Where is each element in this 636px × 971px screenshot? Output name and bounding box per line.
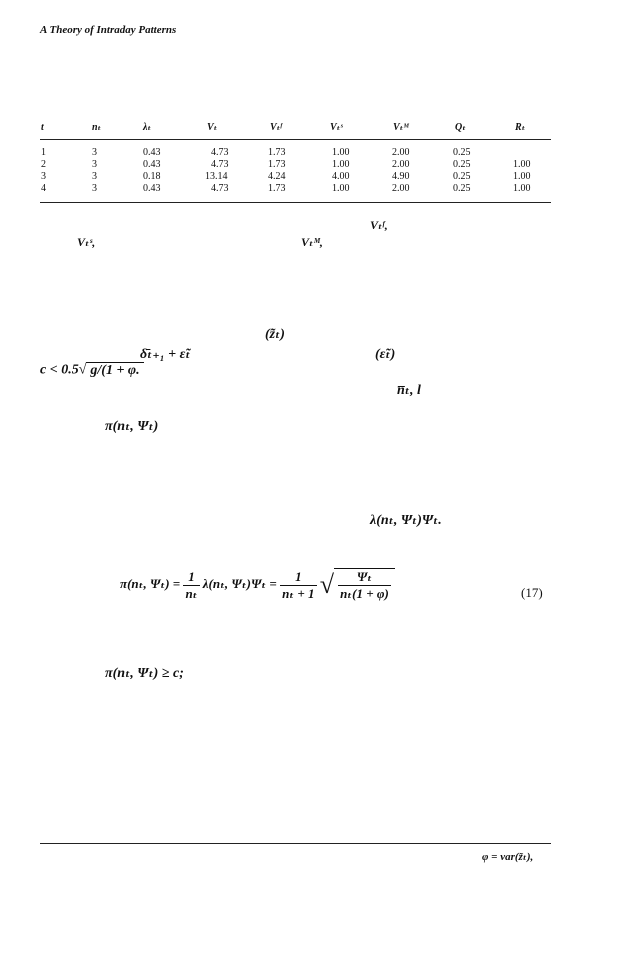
sqrt-icon: √ — [319, 570, 335, 599]
eq-rad-den: nₜ(1 + φ) — [340, 586, 389, 601]
eq-frac-one-over-n-plus-one — [280, 569, 316, 602]
math-eps: (ε̃ₜ) — [375, 347, 396, 362]
table-cell: 1.00 — [513, 159, 531, 170]
table-cell: 3 — [92, 171, 97, 182]
eq-frac2-den: nₜ + 1 — [282, 585, 315, 601]
math-c-inequality-left: c < 0.5 — [40, 362, 79, 378]
math-pi-ge-c: π(nₜ, Ψₜ) ≥ c; — [105, 666, 184, 681]
table-cell: 0.43 — [143, 147, 161, 158]
table-cell: 0.43 — [143, 159, 161, 170]
eq-frac-one-over-n — [183, 569, 199, 602]
math-z-tilde: (z̃ₜ) — [265, 327, 285, 342]
table-header-vf: Vₜᶠ — [270, 122, 283, 133]
math-c-inequality-radicand: g/(1 + φ. — [86, 362, 143, 379]
math-vts: Vₜˢ, — [77, 235, 96, 249]
running-head: A Theory of Intraday Patterns — [40, 24, 177, 36]
eq-rad-num: Ψₜ — [356, 569, 373, 584]
footnote-phi-def: φ = var(z̃ₜ), — [482, 851, 534, 863]
eq-lhs: π(nₜ, Ψₜ) = — [120, 575, 184, 591]
math-vtf: Vₜᶠ, — [370, 218, 388, 232]
table-cell: 1.00 — [513, 171, 531, 182]
sqrt-icon: √ — [78, 362, 87, 378]
table-cell: 3 — [92, 183, 97, 194]
table-cell: 2.00 — [392, 159, 410, 170]
table-header-n: nₜ — [92, 122, 102, 133]
table-cell: 4.73 — [211, 183, 229, 194]
eq-frac2-num: 1 — [295, 568, 302, 584]
table-cell: 4.73 — [211, 159, 229, 170]
table-cell: 13.14 — [205, 171, 228, 182]
table-cell: 0.25 — [453, 159, 471, 170]
table-cell: 1 — [41, 147, 46, 158]
equation-number: (17) — [521, 585, 543, 600]
table-cell: 4.00 — [332, 171, 350, 182]
eq-frac-den: nₜ — [185, 585, 198, 601]
table-cell: 4.24 — [268, 171, 286, 182]
table-header-v: Vₜ — [207, 122, 218, 133]
table-cell: 1.00 — [332, 147, 350, 158]
table-header-t: t — [41, 122, 44, 133]
table-cell: 1.73 — [268, 147, 286, 158]
table-header-vs: Vₜˢ — [330, 122, 343, 133]
table-cell: 0.43 — [143, 183, 161, 194]
eq-radicand — [334, 568, 395, 602]
table-cell: 1.00 — [332, 183, 350, 194]
table-header-r: Rₜ — [515, 122, 526, 133]
table-cell: 4 — [41, 183, 46, 194]
math-n-bar: n̅ₜ, l — [397, 383, 421, 398]
table-cell: 0.25 — [453, 183, 471, 194]
table-cell: 1.73 — [268, 183, 286, 194]
table-cell: 2.00 — [392, 183, 410, 194]
table-header-lambda: λₜ — [143, 122, 152, 133]
table-top-rule — [40, 139, 551, 140]
table-cell: 3 — [92, 159, 97, 170]
table-cell: 3 — [92, 147, 97, 158]
table-cell: 0.18 — [143, 171, 161, 182]
equation-17 — [120, 568, 395, 602]
table-cell: 3 — [41, 171, 46, 182]
math-pi-n-psi: π(nₜ, Ψₜ) — [105, 419, 159, 434]
eq-rad-frac — [338, 569, 391, 602]
table-header-q: Qₜ — [455, 122, 466, 133]
math-vtm: Vₜᴹ, — [301, 235, 323, 249]
table-cell: 4.90 — [392, 171, 410, 182]
table-bottom-rule — [40, 202, 551, 203]
eq-sqrt — [320, 568, 395, 602]
table-cell: 1.73 — [268, 159, 286, 170]
math-c-inequality — [40, 362, 144, 379]
table-cell: 1.00 — [332, 159, 350, 170]
math-lambda-psi: λ(nₜ, Ψₜ)Ψₜ. — [370, 513, 442, 528]
table-header-vm: Vₜᴹ — [393, 122, 409, 133]
table-cell: 2.00 — [392, 147, 410, 158]
footnote-rule — [40, 843, 551, 844]
table-cell: 2 — [41, 159, 46, 170]
table-cell: 0.25 — [453, 171, 471, 182]
eq-mid: λ(nₜ, Ψₜ)Ψₜ = — [202, 575, 281, 591]
eq-frac-num: 1 — [188, 568, 195, 584]
table-cell: 1.00 — [513, 183, 531, 194]
table-cell: 4.73 — [211, 147, 229, 158]
math-delta-plus-eps: δ̄ₜ₊₁ + ε̃ₜ — [140, 347, 191, 362]
table-cell: 0.25 — [453, 147, 471, 158]
